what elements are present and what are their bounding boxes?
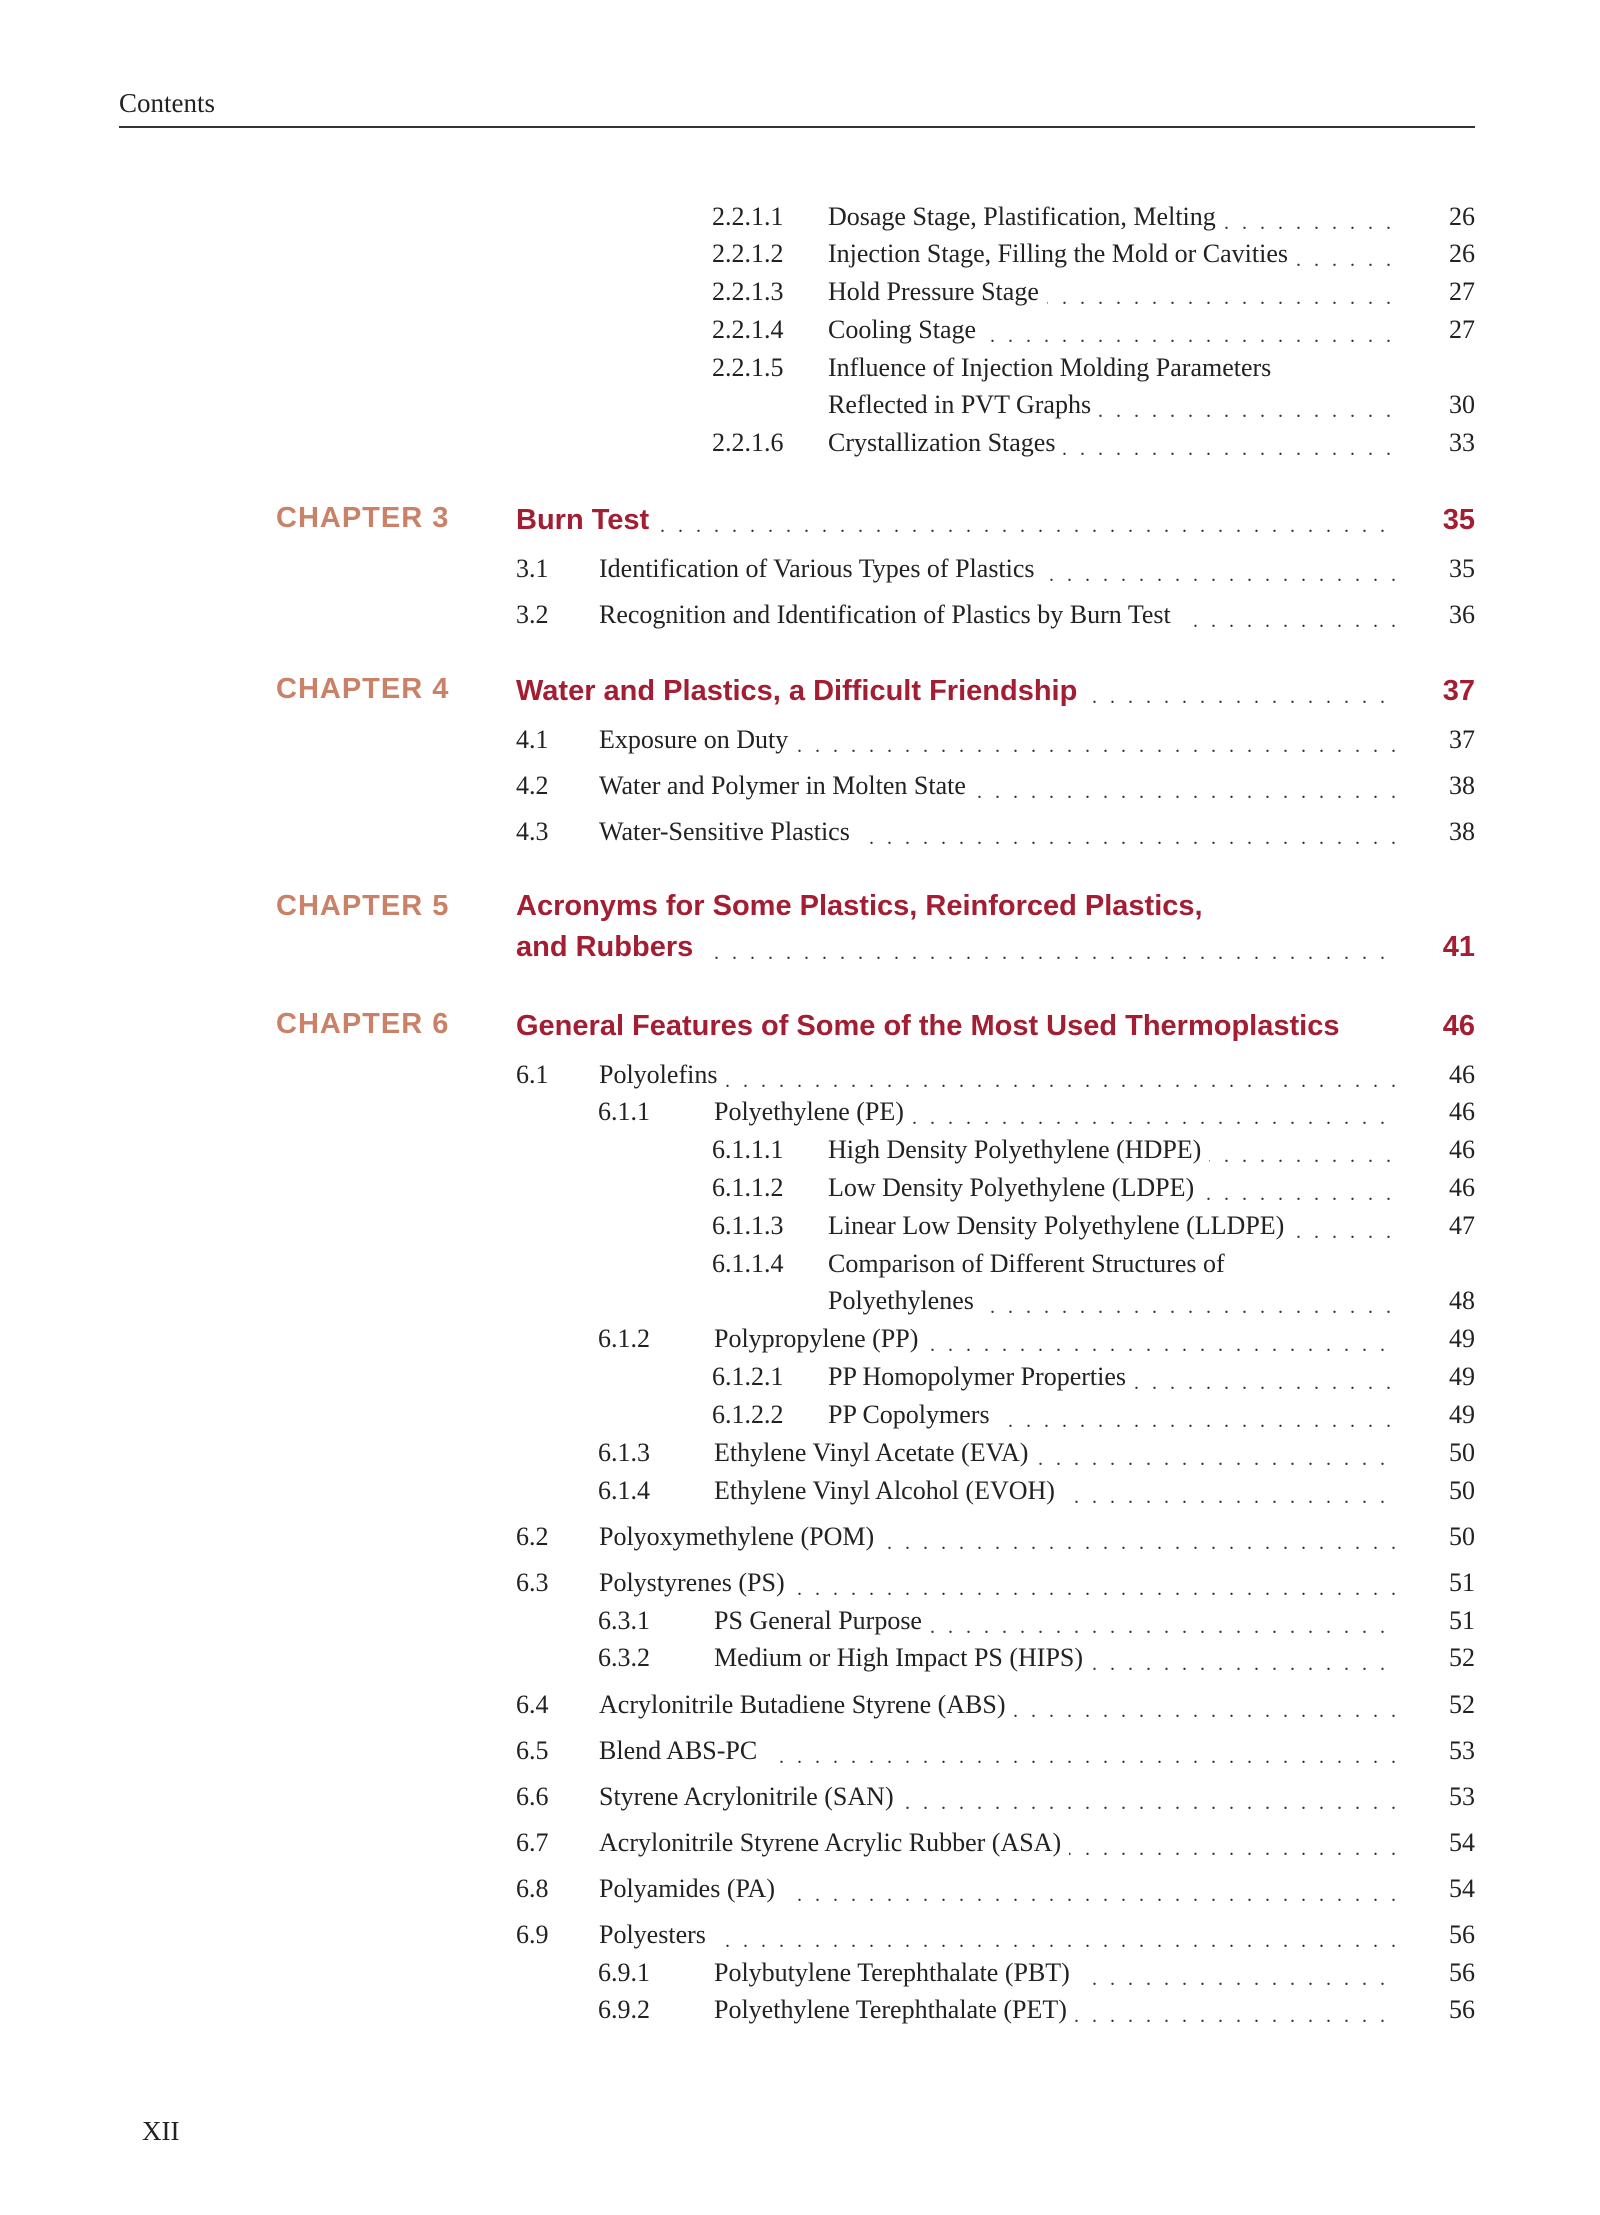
entry-title: Styrene Acrylonitrile (SAN) (599, 1779, 902, 1815)
entry-title: Linear Low Density Polyethylene (LLDPE) (828, 1208, 1292, 1244)
entry-title: Cooling Stage (828, 312, 984, 348)
entry-page: 49 (1449, 1324, 1475, 1353)
entry-number: 4.3 (516, 817, 549, 846)
toc-entry[interactable] (598, 1435, 1475, 1471)
entry-number: 6.6 (516, 1782, 549, 1811)
entry-title: Injection Stage, Filling the Mold or Cavities (828, 236, 1296, 272)
chapter-title: Burn Test (516, 502, 657, 538)
toc-entry[interactable] (516, 1565, 1475, 1601)
entry-title: Polyamides (PA) (599, 1871, 783, 1907)
entry-title: High Density Polyethylene (HDPE) (828, 1132, 1209, 1168)
toc-entry[interactable] (516, 1733, 1475, 1769)
entry-number: 6.1.1.4 (712, 1249, 784, 1278)
entry-page: 51 (1449, 1606, 1475, 1635)
entry-page: 56 (1449, 1920, 1475, 1949)
entry-title: Water-Sensitive Plastics (599, 814, 858, 850)
entry-page: 56 (1449, 1995, 1475, 2024)
entry-page: 36 (1449, 600, 1475, 629)
running-head: Contents (119, 88, 216, 118)
chapter-page: 46 (1442, 1010, 1475, 1042)
chapter-title-cont: and Rubbers (516, 929, 701, 965)
entry-number: 6.1.2.2 (712, 1400, 784, 1429)
entry-title: Polypropylene (PP) (714, 1321, 926, 1357)
chapter-page: 37 (1442, 675, 1475, 707)
toc-entry[interactable] (712, 236, 1475, 272)
entry-page: 48 (1449, 1286, 1475, 1315)
entry-number: 6.7 (516, 1828, 549, 1857)
toc-entry[interactable] (712, 1170, 1475, 1206)
chapter-title: Water and Plastics, a Difficult Friendship (516, 673, 1085, 709)
entry-title: Identification of Various Types of Plastics (599, 551, 1043, 587)
entry-page: 52 (1449, 1643, 1475, 1672)
entry-page: 37 (1449, 725, 1475, 754)
entry-number: 6.1.1 (598, 1097, 650, 1126)
toc-entry[interactable] (712, 274, 1475, 310)
entry-number: 6.9.1 (598, 1958, 650, 1987)
entry-page: 27 (1449, 277, 1475, 306)
entry-number: 6.1 (516, 1060, 549, 1089)
entry-page: 38 (1449, 817, 1475, 846)
toc-entry[interactable] (516, 597, 1475, 633)
toc-entry[interactable] (598, 1321, 1475, 1357)
entry-page: 26 (1449, 202, 1475, 231)
entry-number: 6.2 (516, 1522, 549, 1551)
entry-number: 6.5 (516, 1736, 549, 1765)
entry-page: 52 (1449, 1690, 1475, 1719)
entry-number: 2.2.1.6 (712, 428, 784, 457)
entry-number: 3.1 (516, 554, 549, 583)
entry-title: Recognition and Identification of Plastics by Burn Test (599, 597, 1179, 633)
entry-title: Crystallization Stages (828, 425, 1063, 461)
entry-title: Polyoxymethylene (POM) (599, 1519, 882, 1555)
entry-page: 26 (1449, 239, 1475, 268)
entry-number: 2.2.1.3 (712, 277, 784, 306)
entry-number: 2.2.1.4 (712, 315, 784, 344)
entry-page: 47 (1449, 1211, 1475, 1240)
toc-entry[interactable] (712, 350, 1475, 386)
entry-title-cont: Polyethylenes (828, 1283, 982, 1319)
toc-entry[interactable] (712, 312, 1475, 348)
entry-page: 46 (1449, 1097, 1475, 1126)
dot-leader (599, 1931, 1395, 1951)
entry-page: 30 (1449, 390, 1475, 419)
toc-entry[interactable] (598, 1992, 1475, 2028)
toc-entry[interactable] (598, 1094, 1475, 1130)
entry-title: Influence of Injection Molding Parameters (828, 350, 1279, 386)
entry-title: PP Homopolymer Properties (828, 1359, 1134, 1395)
entry-page: 46 (1449, 1173, 1475, 1202)
entry-number: 6.9.2 (598, 1995, 650, 2024)
page-folio: XII (142, 2116, 180, 2146)
entry-number: 2.2.1.5 (712, 353, 784, 382)
entry-title: Polybutylene Terephthalate (PBT) (714, 1955, 1078, 1991)
chapter-label: CHAPTER 5 (276, 890, 450, 922)
entry-page: 46 (1449, 1060, 1475, 1089)
chapter-label: CHAPTER 3 (276, 502, 450, 534)
toc-entry[interactable] (712, 425, 1475, 461)
entry-title: Comparison of Different Structures of (828, 1246, 1233, 1282)
toc-entry[interactable] (516, 1825, 1475, 1861)
toc-entry[interactable] (598, 1640, 1475, 1676)
entry-page: 51 (1449, 1568, 1475, 1597)
toc-entry[interactable] (516, 1917, 1475, 1953)
toc-entry[interactable] (516, 722, 1475, 758)
entry-number: 6.1.2 (598, 1324, 650, 1353)
entry-number: 6.8 (516, 1874, 549, 1903)
toc-entry[interactable] (712, 1397, 1475, 1433)
toc-entry[interactable] (598, 1473, 1475, 1509)
entry-title: Ethylene Vinyl Alcohol (EVOH) (714, 1473, 1063, 1509)
chapter-entry[interactable] (516, 1008, 1475, 1044)
entry-page: 49 (1449, 1362, 1475, 1391)
entry-page: 35 (1449, 554, 1475, 583)
entry-title: Polyethylene (PE) (714, 1094, 912, 1130)
entry-title: Polyesters (599, 1917, 714, 1953)
entry-title: Ethylene Vinyl Acetate (EVA) (714, 1435, 1036, 1471)
chapter-entry[interactable] (516, 502, 1475, 538)
entry-number: 6.1.1.1 (712, 1135, 784, 1164)
toc-entry[interactable] (712, 199, 1475, 235)
toc-entry[interactable] (712, 1359, 1475, 1395)
chapter-title: General Features of Some of the Most Used Thermoplastics (516, 1008, 1347, 1044)
entry-number: 6.1.2.1 (712, 1362, 784, 1391)
chapter-label: CHAPTER 4 (276, 673, 450, 705)
toc-entry[interactable] (516, 814, 1475, 850)
toc-entry-continued[interactable] (712, 387, 1475, 423)
entry-page: 56 (1449, 1958, 1475, 1987)
entry-page: 54 (1449, 1874, 1475, 1903)
entry-page: 50 (1449, 1476, 1475, 1505)
entry-title: Polystyrenes (PS) (599, 1565, 793, 1601)
toc-entry[interactable] (712, 1132, 1475, 1168)
entry-title-cont: Reflected in PVT Graphs (828, 387, 1099, 423)
chapter-page: 41 (1442, 931, 1475, 963)
toc-entry[interactable] (712, 1208, 1475, 1244)
entry-number: 6.1.1.2 (712, 1173, 784, 1202)
entry-title: Water and Polymer in Molten State (599, 768, 974, 804)
entry-page: 50 (1449, 1438, 1475, 1467)
entry-number: 4.1 (516, 725, 549, 754)
entry-page: 53 (1449, 1736, 1475, 1765)
entry-title: Exposure on Duty (599, 722, 796, 758)
entry-page: 49 (1449, 1400, 1475, 1429)
entry-page: 46 (1449, 1135, 1475, 1164)
entry-page: 33 (1449, 428, 1475, 457)
entry-number: 2.2.1.1 (712, 202, 784, 231)
entry-number: 6.3.2 (598, 1643, 650, 1672)
entry-number: 6.1.4 (598, 1476, 650, 1505)
entry-number: 2.2.1.2 (712, 239, 784, 268)
entry-title: Blend ABS-PC (599, 1733, 765, 1769)
header-rule (119, 126, 1475, 128)
chapter-label: CHAPTER 6 (276, 1008, 450, 1040)
entry-number: 6.4 (516, 1690, 549, 1719)
entry-title: Polyethylene Terephthalate (PET) (714, 1992, 1075, 2028)
toc-entry[interactable] (712, 1246, 1475, 1282)
entry-number: 3.2 (516, 600, 549, 629)
entry-page: 54 (1449, 1828, 1475, 1857)
toc-entry[interactable] (516, 1871, 1475, 1907)
entry-title: Hold Pressure Stage (828, 274, 1047, 310)
entry-number: 6.9 (516, 1920, 549, 1949)
entry-title: Acrylonitrile Butadiene Styrene (ABS) (599, 1687, 1014, 1723)
entry-number: 6.1.1.3 (712, 1211, 784, 1240)
entry-title: PP Copolymers (828, 1397, 998, 1433)
entry-title: Dosage Stage, Plastification, Melting (828, 199, 1224, 235)
entry-title: Acrylonitrile Styrene Acrylic Rubber (ASA) (599, 1825, 1069, 1861)
entry-title: PS General Purpose (714, 1603, 930, 1639)
toc-entry[interactable] (598, 1955, 1475, 1991)
toc-entry[interactable] (516, 1057, 1475, 1093)
chapter-entry-continued[interactable] (516, 929, 1475, 965)
toc-entry[interactable] (598, 1603, 1475, 1639)
toc-entry[interactable] (516, 1687, 1475, 1723)
toc-entry[interactable] (516, 1519, 1475, 1555)
chapter-title[interactable]: Acronyms for Some Plastics, Reinforced Plastics, (516, 890, 1203, 922)
entry-title: Polyolefins (599, 1057, 725, 1093)
entry-number: 6.3 (516, 1568, 549, 1597)
entry-page: 27 (1449, 315, 1475, 344)
toc-entry[interactable] (516, 768, 1475, 804)
chapter-page: 35 (1442, 504, 1475, 536)
entry-number: 6.1.3 (598, 1438, 650, 1467)
entry-title: Medium or High Impact PS (HIPS) (714, 1640, 1091, 1676)
entry-number: 4.2 (516, 771, 549, 800)
entry-page: 53 (1449, 1782, 1475, 1811)
entry-page: 50 (1449, 1522, 1475, 1551)
chapter-entry[interactable] (516, 673, 1475, 709)
entry-title: Low Density Polyethylene (LDPE) (828, 1170, 1202, 1206)
toc-entry[interactable] (516, 1779, 1475, 1815)
toc-entry[interactable] (516, 551, 1475, 587)
entry-page: 38 (1449, 771, 1475, 800)
toc-entry-continued[interactable] (712, 1283, 1475, 1319)
entry-number: 6.3.1 (598, 1606, 650, 1635)
